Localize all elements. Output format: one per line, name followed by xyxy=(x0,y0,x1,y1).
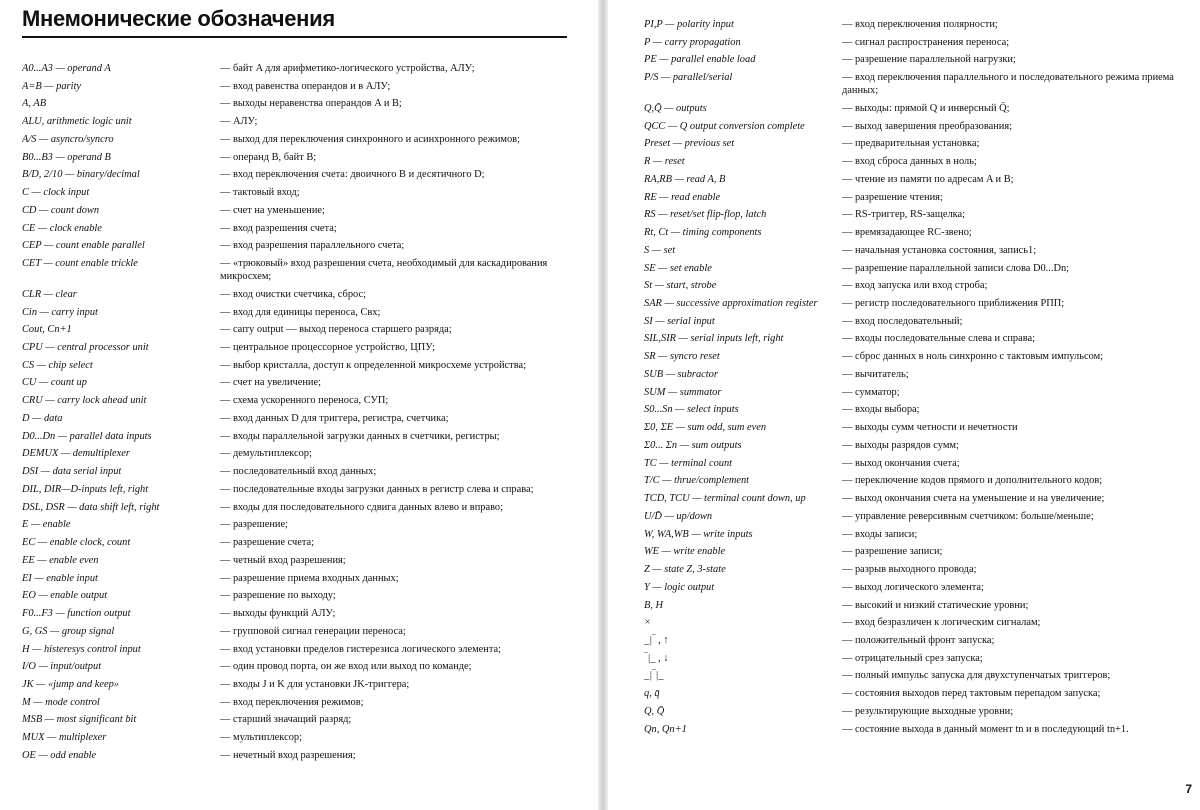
glossary-term: S0...Sn — select inputs xyxy=(644,404,739,416)
glossary-entry xyxy=(644,705,1196,718)
glossary-description: — сумматор; xyxy=(842,386,900,398)
glossary-entry xyxy=(644,545,1196,558)
glossary-entry xyxy=(644,616,1196,629)
glossary-description: — выход окончания счета; xyxy=(842,457,960,469)
glossary-description: — carry output — выход переноса старшего разряда; xyxy=(220,324,452,336)
glossary-entry xyxy=(644,297,1196,310)
glossary-entry xyxy=(644,279,1196,292)
glossary-term: OE — odd enable xyxy=(22,749,97,761)
glossary-term: B/D, 2/10 — binary/decimal xyxy=(22,169,140,181)
glossary-description: — вход разрешения параллельного счета; xyxy=(220,240,405,252)
glossary-entry xyxy=(644,439,1196,452)
glossary-term: R — reset xyxy=(644,156,685,168)
glossary-entry xyxy=(644,421,1196,434)
glossary-term: CE — clock enable xyxy=(22,222,102,234)
glossary-term: A/S — asyncro/syncro xyxy=(22,133,114,145)
glossary-term: RE — read enable xyxy=(644,191,721,203)
glossary-description: — схема ускоренного переноса, СУП; xyxy=(220,395,389,407)
glossary-entry xyxy=(644,155,1196,168)
glossary-term: Σ0, ΣE — sum odd, sum even xyxy=(644,422,767,434)
glossary-description: — вход равенства операндов и в АЛУ; xyxy=(220,80,391,92)
glossary-entry xyxy=(22,447,597,460)
page-number: 7 xyxy=(1185,782,1192,796)
glossary-term: TC — terminal count xyxy=(644,457,733,469)
glossary-description: — счет на уменьшение; xyxy=(220,204,325,216)
glossary-description: — вход безразличен к логическим сигналам; xyxy=(842,617,1041,629)
glossary-term: SR — syncro reset xyxy=(644,351,720,363)
glossary-entry xyxy=(644,208,1196,221)
glossary-description: — выходы разрядов сумм; xyxy=(842,439,959,451)
glossary-description: — вход последовательный; xyxy=(842,315,963,327)
glossary-term: A=B — parity xyxy=(22,80,81,92)
glossary-description: — тактовый вход; xyxy=(220,187,300,199)
glossary-description: — управление реверсивным счетчиком: больше/меньше; xyxy=(842,510,1094,522)
glossary-term: F0...F3 — function output xyxy=(22,608,131,620)
glossary-entry xyxy=(644,634,1196,647)
glossary-description: — чтение из памяти по адресам A и B; xyxy=(842,173,1014,185)
glossary-entry xyxy=(644,563,1196,576)
glossary-entry xyxy=(22,204,597,217)
glossary-entry xyxy=(644,191,1196,204)
glossary-term: CET — count enable trickle xyxy=(22,258,138,270)
glossary-entry xyxy=(644,244,1196,257)
glossary-term: q, q̄ xyxy=(644,688,660,700)
glossary-description: — вход переключения параллельного и последовательного режима приема данных; xyxy=(842,72,1174,97)
glossary-term: × xyxy=(644,617,652,629)
glossary-term: DSI — data serial input xyxy=(22,466,122,478)
left-glossary-list xyxy=(22,62,597,767)
glossary-entry xyxy=(22,168,597,181)
glossary-entry xyxy=(644,262,1196,275)
glossary-term: T/C — thrue/complement xyxy=(644,475,750,487)
glossary-description: — разрыв выходного провода; xyxy=(842,564,977,576)
glossary-entry xyxy=(22,359,597,372)
glossary-entry xyxy=(22,554,597,567)
glossary-description: — входы параллельной загрузки данных в счетчики, регистры; xyxy=(220,430,500,442)
glossary-description: — разрешение чтения; xyxy=(842,191,943,203)
glossary-description: — разрешение записи; xyxy=(842,546,943,558)
glossary-description: — входы последовательные слева и справа; xyxy=(842,333,1035,345)
glossary-term: Q, Q̄ xyxy=(644,705,665,717)
glossary-term: C — clock input xyxy=(22,187,90,199)
glossary-term: _|‾|_ xyxy=(644,670,664,682)
glossary-description: — положительный фронт запуска; xyxy=(842,634,995,646)
glossary-term: DSL, DSR — data shift left, right xyxy=(22,501,160,513)
glossary-term: SAR — successive approximation register xyxy=(644,298,818,310)
glossary-entry xyxy=(644,457,1196,470)
glossary-term: M — mode control xyxy=(22,696,100,708)
glossary-term: CS — chip select xyxy=(22,359,93,371)
glossary-term: Y — logic output xyxy=(644,581,715,593)
glossary-description: — вход сброса данных в ноль; xyxy=(842,156,977,168)
glossary-description: — разрешение приема входных данных; xyxy=(220,572,399,584)
glossary-term: CLR — clear xyxy=(22,288,77,300)
glossary-entry xyxy=(22,430,597,443)
glossary-description: — демультиплексор; xyxy=(220,448,312,460)
glossary-term: PI,P — polarity input xyxy=(644,19,734,30)
glossary-description: — АЛУ; xyxy=(220,116,258,128)
right-page xyxy=(608,0,1200,810)
glossary-term: Cin — carry input xyxy=(22,306,98,318)
glossary-description: — «трюковый» вход разрешения счета, необходимый для каскадирования микросхем; xyxy=(220,258,548,283)
glossary-description: — выходы функций АЛУ; xyxy=(220,608,336,620)
glossary-entry xyxy=(22,607,597,620)
glossary-term: P — carry propagation xyxy=(644,36,741,48)
glossary-entry xyxy=(22,713,597,726)
glossary-description: — состояние выхода в данный момент tn и в последующий tn+1. xyxy=(842,723,1129,735)
glossary-entry xyxy=(22,376,597,389)
glossary-entry xyxy=(22,306,597,319)
glossary-description: — разрешение счета; xyxy=(220,537,315,549)
glossary-entry xyxy=(22,133,597,146)
glossary-term: DIL, DIR—D-inputs left, right xyxy=(22,483,149,495)
glossary-entry xyxy=(644,474,1196,487)
glossary-term: SIL,SIR — serial inputs left, right xyxy=(644,333,784,345)
glossary-term: EI — enable input xyxy=(22,572,98,584)
glossary-description: — входы для последовательного сдвига данных влево и вправо; xyxy=(220,501,503,513)
glossary-term: D — data xyxy=(22,412,63,424)
glossary-description: — входы выбора; xyxy=(842,404,920,416)
glossary-entry xyxy=(22,222,597,235)
glossary-entry xyxy=(644,120,1196,133)
glossary-entry xyxy=(22,696,597,709)
glossary-term: RA,RB — read A, B xyxy=(644,173,726,185)
glossary-description: — разрешение параллельной записи слова D0...Dn; xyxy=(842,262,1070,274)
glossary-term: SUB — subractor xyxy=(644,368,718,380)
glossary-entry xyxy=(22,80,597,93)
glossary-term: _|‾ , ↑ xyxy=(644,634,669,646)
glossary-term: H — histeresys control input xyxy=(22,643,141,655)
glossary-description: — выход для переключения синхронного и асинхронного режимов; xyxy=(220,133,520,145)
glossary-entry xyxy=(22,589,597,602)
glossary-term: CPU — central processor unit xyxy=(22,342,149,354)
glossary-description: — вычитатель; xyxy=(842,368,909,380)
glossary-term: EC — enable clock, count xyxy=(22,537,131,549)
glossary-description: — вход переключения режимов; xyxy=(220,696,364,708)
glossary-description: — входы записи; xyxy=(842,528,918,540)
glossary-description: — состояния выходов перед тактовым перепадом запуска; xyxy=(842,688,1101,700)
glossary-term: B0...B3 — operand B xyxy=(22,151,111,163)
glossary-entry xyxy=(22,323,597,336)
glossary-entry xyxy=(644,102,1196,115)
glossary-term: E — enable xyxy=(22,519,71,531)
glossary-term: W, WA,WB — write inputs xyxy=(644,528,753,540)
glossary-description: — вход переключения счета: двоичного B и десятичного D; xyxy=(220,169,485,181)
glossary-term: CD — count down xyxy=(22,204,100,216)
glossary-entry xyxy=(22,412,597,425)
glossary-entry xyxy=(644,403,1196,416)
glossary-entry xyxy=(644,18,1196,31)
glossary-entry xyxy=(22,536,597,549)
glossary-term: CEP — count enable parallel xyxy=(22,240,145,252)
glossary-term: DEMUX — demultiplexer xyxy=(22,448,130,460)
glossary-description: — разрешение параллельной нагрузки; xyxy=(842,54,1016,66)
glossary-term: A0...A3 — operand A xyxy=(22,63,111,74)
glossary-term: SI — serial input xyxy=(644,315,715,327)
glossary-term: B, H xyxy=(644,599,664,611)
glossary-entry xyxy=(644,36,1196,49)
glossary-entry xyxy=(22,97,597,110)
glossary-entry xyxy=(644,599,1196,612)
glossary-description: — разрешение; xyxy=(220,519,288,531)
glossary-description: — выходы неравенства операндов A и B; xyxy=(220,98,402,110)
glossary-description: — последовательные входы загрузки данных в регистр слева и справа; xyxy=(220,483,534,495)
glossary-entry xyxy=(22,394,597,407)
glossary-entry xyxy=(644,350,1196,363)
glossary-entry xyxy=(22,465,597,478)
glossary-entry xyxy=(22,151,597,164)
glossary-description: — групповой сигнал генерации переноса; xyxy=(220,625,406,637)
glossary-term: ALU, arithmetic logic unit xyxy=(22,116,132,128)
glossary-entry xyxy=(644,315,1196,328)
glossary-description: — высокий и низкий статические уровни; xyxy=(842,599,1029,611)
glossary-description: — RS-триггер, RS-защелка; xyxy=(842,209,966,221)
glossary-entry xyxy=(22,483,597,496)
glossary-entry xyxy=(644,652,1196,665)
glossary-entry xyxy=(644,723,1196,736)
glossary-description: — вход запуска или вход строба; xyxy=(842,280,988,292)
glossary-term: SE — set enable xyxy=(644,262,712,274)
page-title: Мнемонические обозначения xyxy=(22,6,335,31)
glossary-entry xyxy=(644,332,1196,345)
glossary-entry xyxy=(22,115,597,128)
glossary-entry xyxy=(644,510,1196,523)
glossary-description: — выходы сумм четности и нечетности xyxy=(842,422,1018,434)
glossary-description: — вход для единицы переноса, Cвх; xyxy=(220,306,381,318)
glossary-description: — выходы: прямой Q и инверсный Q̄; xyxy=(842,102,1010,114)
glossary-term: Rt, Ct — timing components xyxy=(644,227,762,239)
glossary-term: S — set xyxy=(644,244,676,256)
right-glossary-list xyxy=(644,18,1196,740)
glossary-term: TCD, TCU — terminal count down, up xyxy=(644,493,806,505)
glossary-description: — переключение кодов прямого и дополнительного кодов; xyxy=(842,475,1103,487)
glossary-description: — выбор кристалла, доступ к определенной микросхеме устройства; xyxy=(220,359,526,371)
glossary-term: Qn, Qn+1 xyxy=(644,723,687,735)
left-page xyxy=(0,0,598,810)
glossary-entry xyxy=(644,528,1196,541)
glossary-term: WE — write enable xyxy=(644,546,726,558)
glossary-description: — вход данных D для триггера, регистра, счетчика; xyxy=(220,412,449,424)
glossary-description: — вход переключения полярности; xyxy=(842,19,998,30)
glossary-term: CRU — carry lock ahead unit xyxy=(22,395,147,407)
glossary-term: EE — enable even xyxy=(22,554,99,566)
glossary-entry xyxy=(644,386,1196,399)
glossary-term: Cout, Cn+1 xyxy=(22,324,72,336)
glossary-description: — выход логического элемента; xyxy=(842,581,984,593)
glossary-term: PE — parallel enable load xyxy=(644,54,756,66)
glossary-term: D0...Dn — parallel data inputs xyxy=(22,430,152,442)
glossary-entry xyxy=(644,492,1196,505)
glossary-entry xyxy=(644,53,1196,66)
glossary-term: JK — «jump and keep» xyxy=(22,678,119,690)
glossary-term: G, GS — group signal xyxy=(22,625,115,637)
glossary-description: — последовательный вход данных; xyxy=(220,466,377,478)
glossary-description: — сброс данных в ноль синхронно с тактовым импульсом; xyxy=(842,351,1104,363)
glossary-description: — нечетный вход разрешения; xyxy=(220,749,356,761)
glossary-entry xyxy=(644,368,1196,381)
glossary-description: — регистр последовательного приближения РПП; xyxy=(842,298,1065,310)
glossary-description: — центральное процессорное устройство, ЦПУ; xyxy=(220,342,436,354)
glossary-entry xyxy=(22,731,597,744)
glossary-description: — выход завершения преобразования; xyxy=(842,120,1012,132)
glossary-entry xyxy=(22,501,597,514)
glossary-entry xyxy=(22,186,597,199)
glossary-term: Z — state Z, 3-state xyxy=(644,564,726,576)
glossary-description: — вход установки пределов гистерезиса логического элемента; xyxy=(220,643,501,655)
glossary-entry xyxy=(22,518,597,531)
glossary-entry xyxy=(22,288,597,301)
glossary-description: — вход разрешения счета; xyxy=(220,222,337,234)
glossary-entry xyxy=(644,173,1196,186)
glossary-description: — старший значащий разряд; xyxy=(220,714,352,726)
glossary-term: RS — reset/set flip-flop, latch xyxy=(644,209,767,221)
glossary-entry xyxy=(22,660,597,673)
glossary-description: — выход окончания счета на уменьшение и на увеличение; xyxy=(842,493,1105,505)
glossary-description: — полный импульс запуска для двухступенчатых триггеров; xyxy=(842,670,1111,682)
glossary-entry xyxy=(644,687,1196,700)
glossary-entry xyxy=(644,581,1196,594)
glossary-term: CU — count up xyxy=(22,377,87,389)
glossary-term: SUM — summator xyxy=(644,386,722,398)
glossary-description: — мультиплексор; xyxy=(220,732,302,744)
glossary-entry xyxy=(22,643,597,656)
glossary-term: QCC — Q output conversion complete xyxy=(644,120,805,132)
glossary-description: — байт A для арифметико-логического устройства, АЛУ; xyxy=(220,63,475,74)
glossary-description: — операнд B, байт B; xyxy=(220,151,317,163)
glossary-entry xyxy=(22,257,597,283)
glossary-term: Preset — previous set xyxy=(644,138,735,150)
glossary-entry xyxy=(22,678,597,691)
glossary-term: A, AB xyxy=(22,98,47,110)
glossary-description: — один провод порта, он же вход или выход по команде; xyxy=(220,661,472,673)
glossary-entry xyxy=(644,669,1196,682)
glossary-entry xyxy=(22,62,597,75)
glossary-term: EO — enable output xyxy=(22,590,108,602)
glossary-term: U/D̄ — up/down xyxy=(644,510,713,522)
glossary-description: — сигнал распространения переноса; xyxy=(842,36,1010,48)
glossary-description: — четный вход разрешения; xyxy=(220,554,346,566)
glossary-description: — вход очистки счетчика, сброс; xyxy=(220,288,366,300)
glossary-entry xyxy=(22,625,597,638)
glossary-entry xyxy=(644,226,1196,239)
glossary-description: — разрешение по выходу; xyxy=(220,590,336,602)
glossary-entry xyxy=(644,137,1196,150)
glossary-description: — счет на увеличение; xyxy=(220,377,321,389)
glossary-term: MSB — most significant bit xyxy=(22,714,137,726)
glossary-entry xyxy=(22,239,597,252)
glossary-entry xyxy=(22,341,597,354)
glossary-term: St — start, strobe xyxy=(644,280,717,292)
glossary-description: — предварительная установка; xyxy=(842,138,980,150)
glossary-term: P/S — parallel/serial xyxy=(644,72,733,84)
book-gutter xyxy=(598,0,608,810)
glossary-entry xyxy=(644,71,1196,97)
glossary-entry xyxy=(22,572,597,585)
glossary-description: — входы J и K для установки JK-триггера; xyxy=(220,678,410,690)
glossary-entry xyxy=(22,749,597,762)
glossary-description: — времязадающее RC-звено; xyxy=(842,227,972,239)
glossary-term: ‾|_ , ↓ xyxy=(644,652,669,664)
glossary-term: I/O — input/output xyxy=(22,661,102,673)
glossary-term: Σ0... Σn — sum outputs xyxy=(644,439,742,451)
glossary-term: Q,Q̄ — outputs xyxy=(644,102,707,114)
title-rule xyxy=(22,36,567,38)
glossary-description: — начальная установка состояния, запись1; xyxy=(842,244,1037,256)
glossary-description: — результирующие выходные уровни; xyxy=(842,705,1014,717)
glossary-term: MUX — multiplexer xyxy=(22,732,107,744)
glossary-description: — отрицательный срез запуска; xyxy=(842,652,983,664)
